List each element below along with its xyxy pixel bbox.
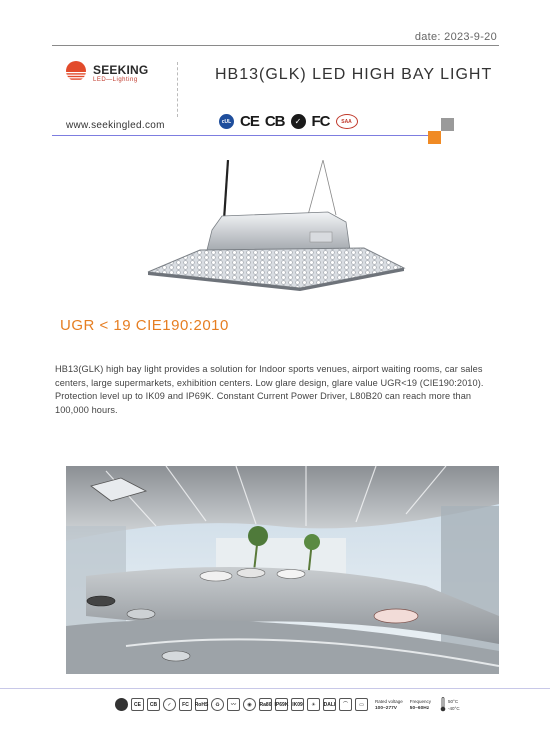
certification-badges — [219, 113, 358, 130]
cb-certification-icon: CB — [264, 113, 285, 130]
min-temperature: -40°C — [448, 705, 460, 711]
ik-rating-icon: IK09 — [291, 698, 304, 711]
frequency-label: Frequency — [409, 698, 432, 704]
thermometer-icon — [440, 697, 446, 712]
ip-rating-icon: IP69K — [275, 698, 288, 711]
logo-tagline: LED—Lighting — [93, 77, 138, 83]
ce-certification-icon: CE — [240, 113, 259, 130]
top-divider — [52, 45, 499, 46]
saa-certification-icon: SAA — [336, 114, 358, 129]
decorative-orange-square — [428, 131, 441, 144]
rated-voltage-spec — [375, 698, 403, 712]
header-separator — [177, 62, 178, 117]
frequency-spec — [410, 698, 431, 712]
page-title: HB13(GLK) LED HIGH BAY LIGHT — [215, 66, 493, 83]
cul-certification-icon: cUL — [219, 114, 234, 129]
product-image — [140, 160, 410, 300]
fcc-certification-icon: FC — [311, 113, 330, 130]
eye-protection-icon: ◉ — [243, 698, 256, 711]
document-date: date: 2023-9-20 — [414, 31, 497, 43]
rcm-footer-icon: ✓ — [163, 698, 176, 711]
flicker-free-icon: 〰 — [227, 698, 240, 711]
ra-footer-icon: Ra80 — [259, 698, 272, 711]
logo-name: SEEKING — [93, 63, 149, 77]
product-description: HB13(GLK) high bay light provides a solution for Indoor sports venues, airport waiting rooms, car sales centers, large supermarkets, exhibition centers. Low glare design, glare value UGR<19 (CIE190:2010). Protection level up to IK09 and IP69K. Constant Current Power Driver, L80B20 can reach more than 100,000 hours. — [55, 364, 484, 415]
rohs-footer-icon: RoHS — [195, 698, 208, 711]
frequency-value: 50~60Hz — [409, 705, 430, 711]
cb-footer-icon: CB — [147, 698, 160, 711]
dimmable-icon: ☀ — [307, 698, 320, 711]
mounting-icon: ▭ — [355, 698, 368, 711]
operating-temperature — [440, 697, 460, 712]
max-temperature: 50°C — [448, 698, 459, 704]
company-website: www.seekingled.com — [66, 120, 165, 131]
company-logo — [62, 58, 162, 88]
beam-angle-icon: ⌒ — [339, 698, 352, 711]
footer-spec-icons — [115, 697, 460, 712]
rated-voltage-value: 100~277V — [375, 705, 398, 711]
rcm-certification-icon: ✓ — [291, 114, 306, 129]
application-scene-image — [66, 466, 499, 674]
ce-footer-icon: CE — [131, 698, 144, 711]
decorative-gray-square — [441, 118, 454, 131]
recycle-icon: ♻ — [211, 698, 224, 711]
footer-divider — [0, 688, 550, 689]
cul-footer-icon — [115, 698, 128, 711]
header-divider — [52, 135, 440, 136]
dali-footer-icon: DALI — [323, 698, 336, 711]
glare-rating-highlight: UGR < 19 CIE190:2010 — [60, 317, 229, 334]
sunrise-logo-icon — [62, 60, 90, 82]
rated-voltage-label: Rated voltage — [375, 698, 403, 704]
fcc-footer-icon: FC — [179, 698, 192, 711]
